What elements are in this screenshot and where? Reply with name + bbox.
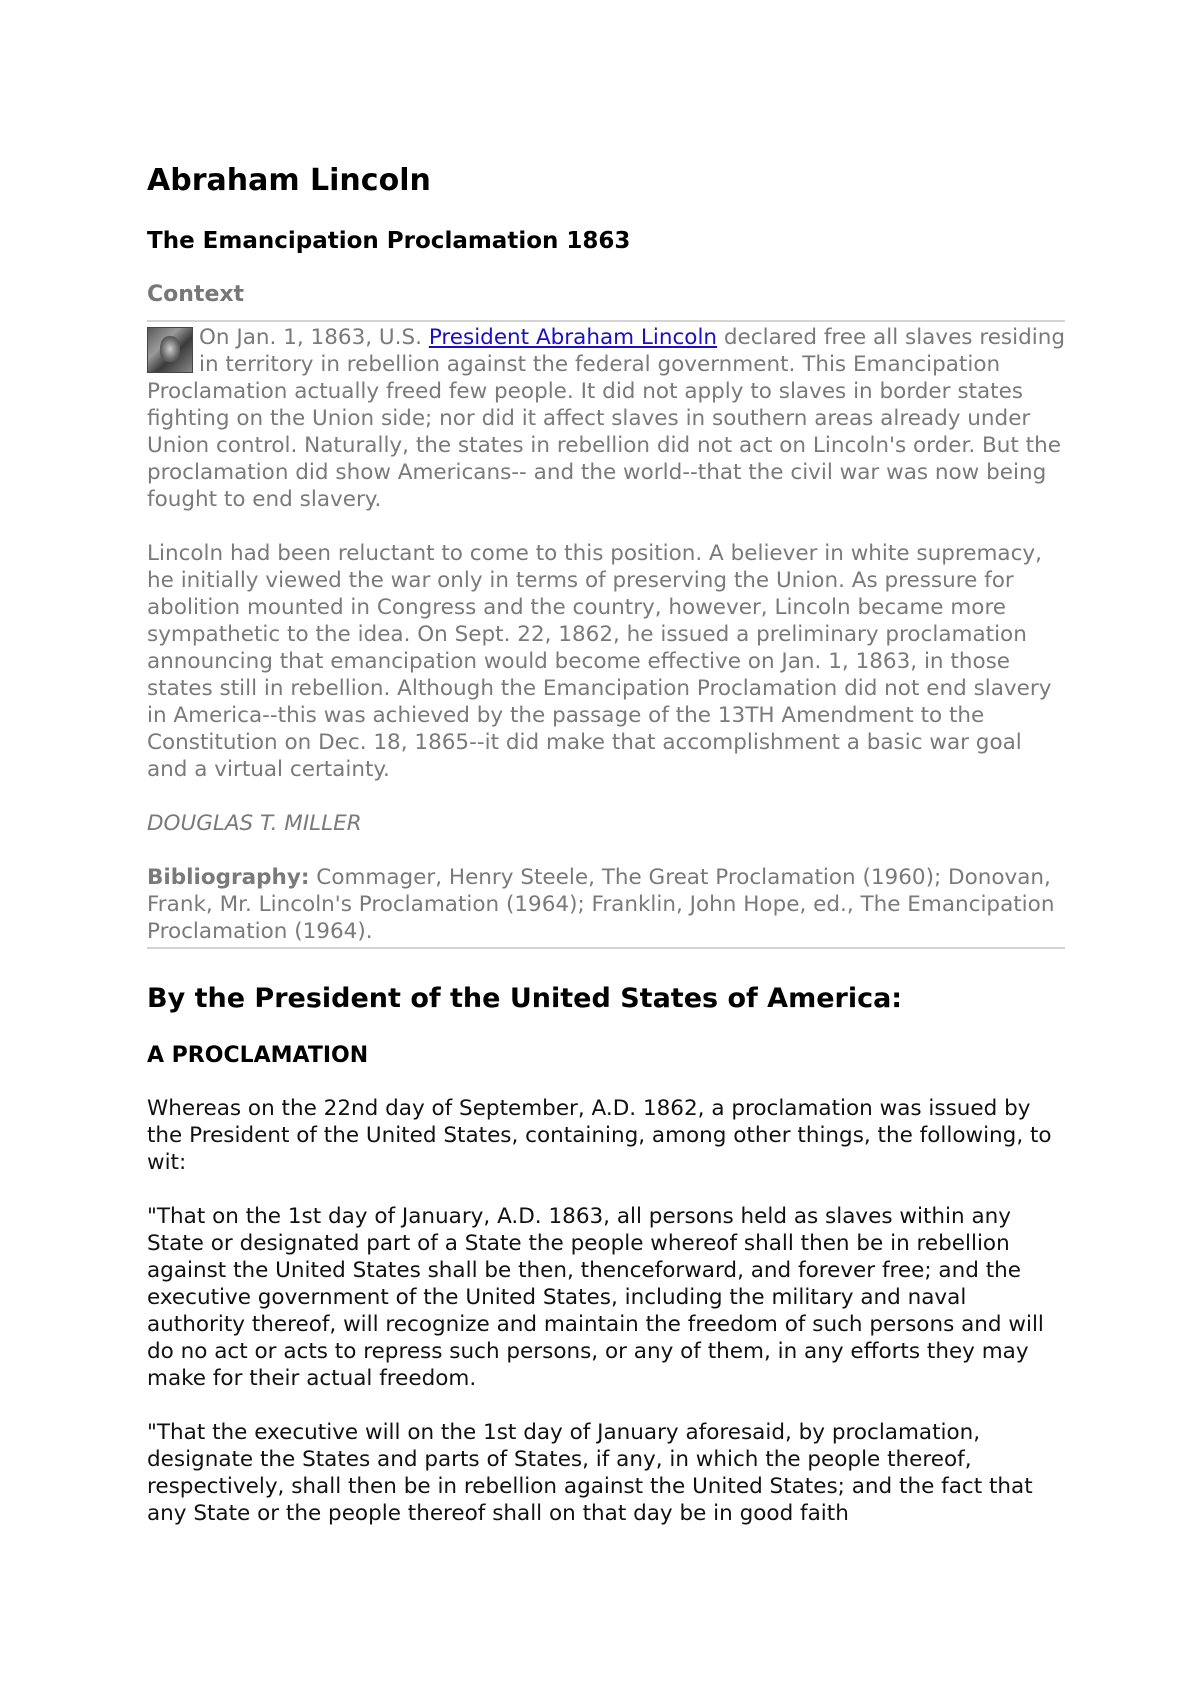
proclamation-body	[147, 1095, 1065, 1527]
proclamation-paragraph: "That the executive will on the 1st day of January aforesaid, by proclamation, designate the States and parts of States, if any, in which the people thereof, respectively, shall then be in rebellion against the United States; and the fact that any State or the people thereof shall on that day be in good faith	[147, 1420, 1033, 1526]
page-title: Abraham Lincoln	[147, 163, 431, 198]
context-label: Context	[147, 282, 245, 307]
bibliography-text: Commager, Henry Steele, The Great Proclamation (1960); Donovan, Frank, Mr. Lincoln's Proclamation (1964); Franklin, John Hope, ed., The Emancipation Proclamation (1964).	[147, 865, 1055, 944]
context-p1-post: declared free all slaves residing in territory in rebellion against the federal government. This Emancipation Proclamation actually freed few people. It did not apply to slaves in border states fighting on the Union side; nor did it affect slaves in southern areas already under Union control. Naturally, the states in rebellion did not act on Lincoln's order. But the proclamation did show Americans-- and the world--that the civil war was now being fought to end slavery.	[147, 325, 1065, 512]
context-box	[147, 320, 1065, 949]
document-page	[147, 160, 1065, 1554]
president-lincoln-link[interactable]: President Abraham Lincoln	[428, 325, 718, 350]
proclamation-paragraph: "That on the 1st day of January, A.D. 1863, all persons held as slaves within any State or designated part of a State the people whereof shall then be in rebellion against the United States shall be then, thenceforward, and forever free; and the executive government of the United States, including the military and naval authority thereof, will recognize and maintain the freedom of such persons and will do no act or acts to repress such persons, or any of them, in any efforts they may make for their actual freedom.	[147, 1204, 1044, 1391]
bibliography-label: Bibliography:	[147, 865, 310, 890]
context-author: DOUGLAS T. MILLER	[147, 811, 362, 836]
bibliography	[147, 864, 1065, 945]
context-paragraph-1	[147, 324, 1065, 513]
context-p1-pre: On Jan. 1, 1863, U.S.	[199, 325, 429, 350]
proclamation-paragraph: Whereas on the 22nd day of September, A.D. 1862, a proclamation was issued by the President of the United States, containing, among other things, the following, to wit:	[147, 1096, 1052, 1175]
proclamation-subheading: A PROCLAMATION	[147, 1043, 369, 1068]
page-subtitle: The Emancipation Proclamation 1863	[147, 228, 631, 254]
proclamation-heading: By the President of the United States of America:	[147, 983, 903, 1014]
lincoln-portrait-thumbnail-icon	[147, 327, 193, 373]
context-paragraph-2: Lincoln had been reluctant to come to this position. A believer in white supremacy, he initially viewed the war only in terms of preserving the Union. As pressure for abolition mounted in Congress and the country, however, Lincoln became more sympathetic to the idea. On Sept. 22, 1862, he issued a preliminary proclamation announcing that emancipation would become effective on Jan. 1, 1863, in those states still in rebellion. Although the Emancipation Proclamation did not end slavery in America--this was achieved by the passage of the 13TH Amendment to the Constitution on Dec. 18, 1865--it did make that accomplishment a basic war goal and a virtual certainty.	[147, 541, 1052, 782]
